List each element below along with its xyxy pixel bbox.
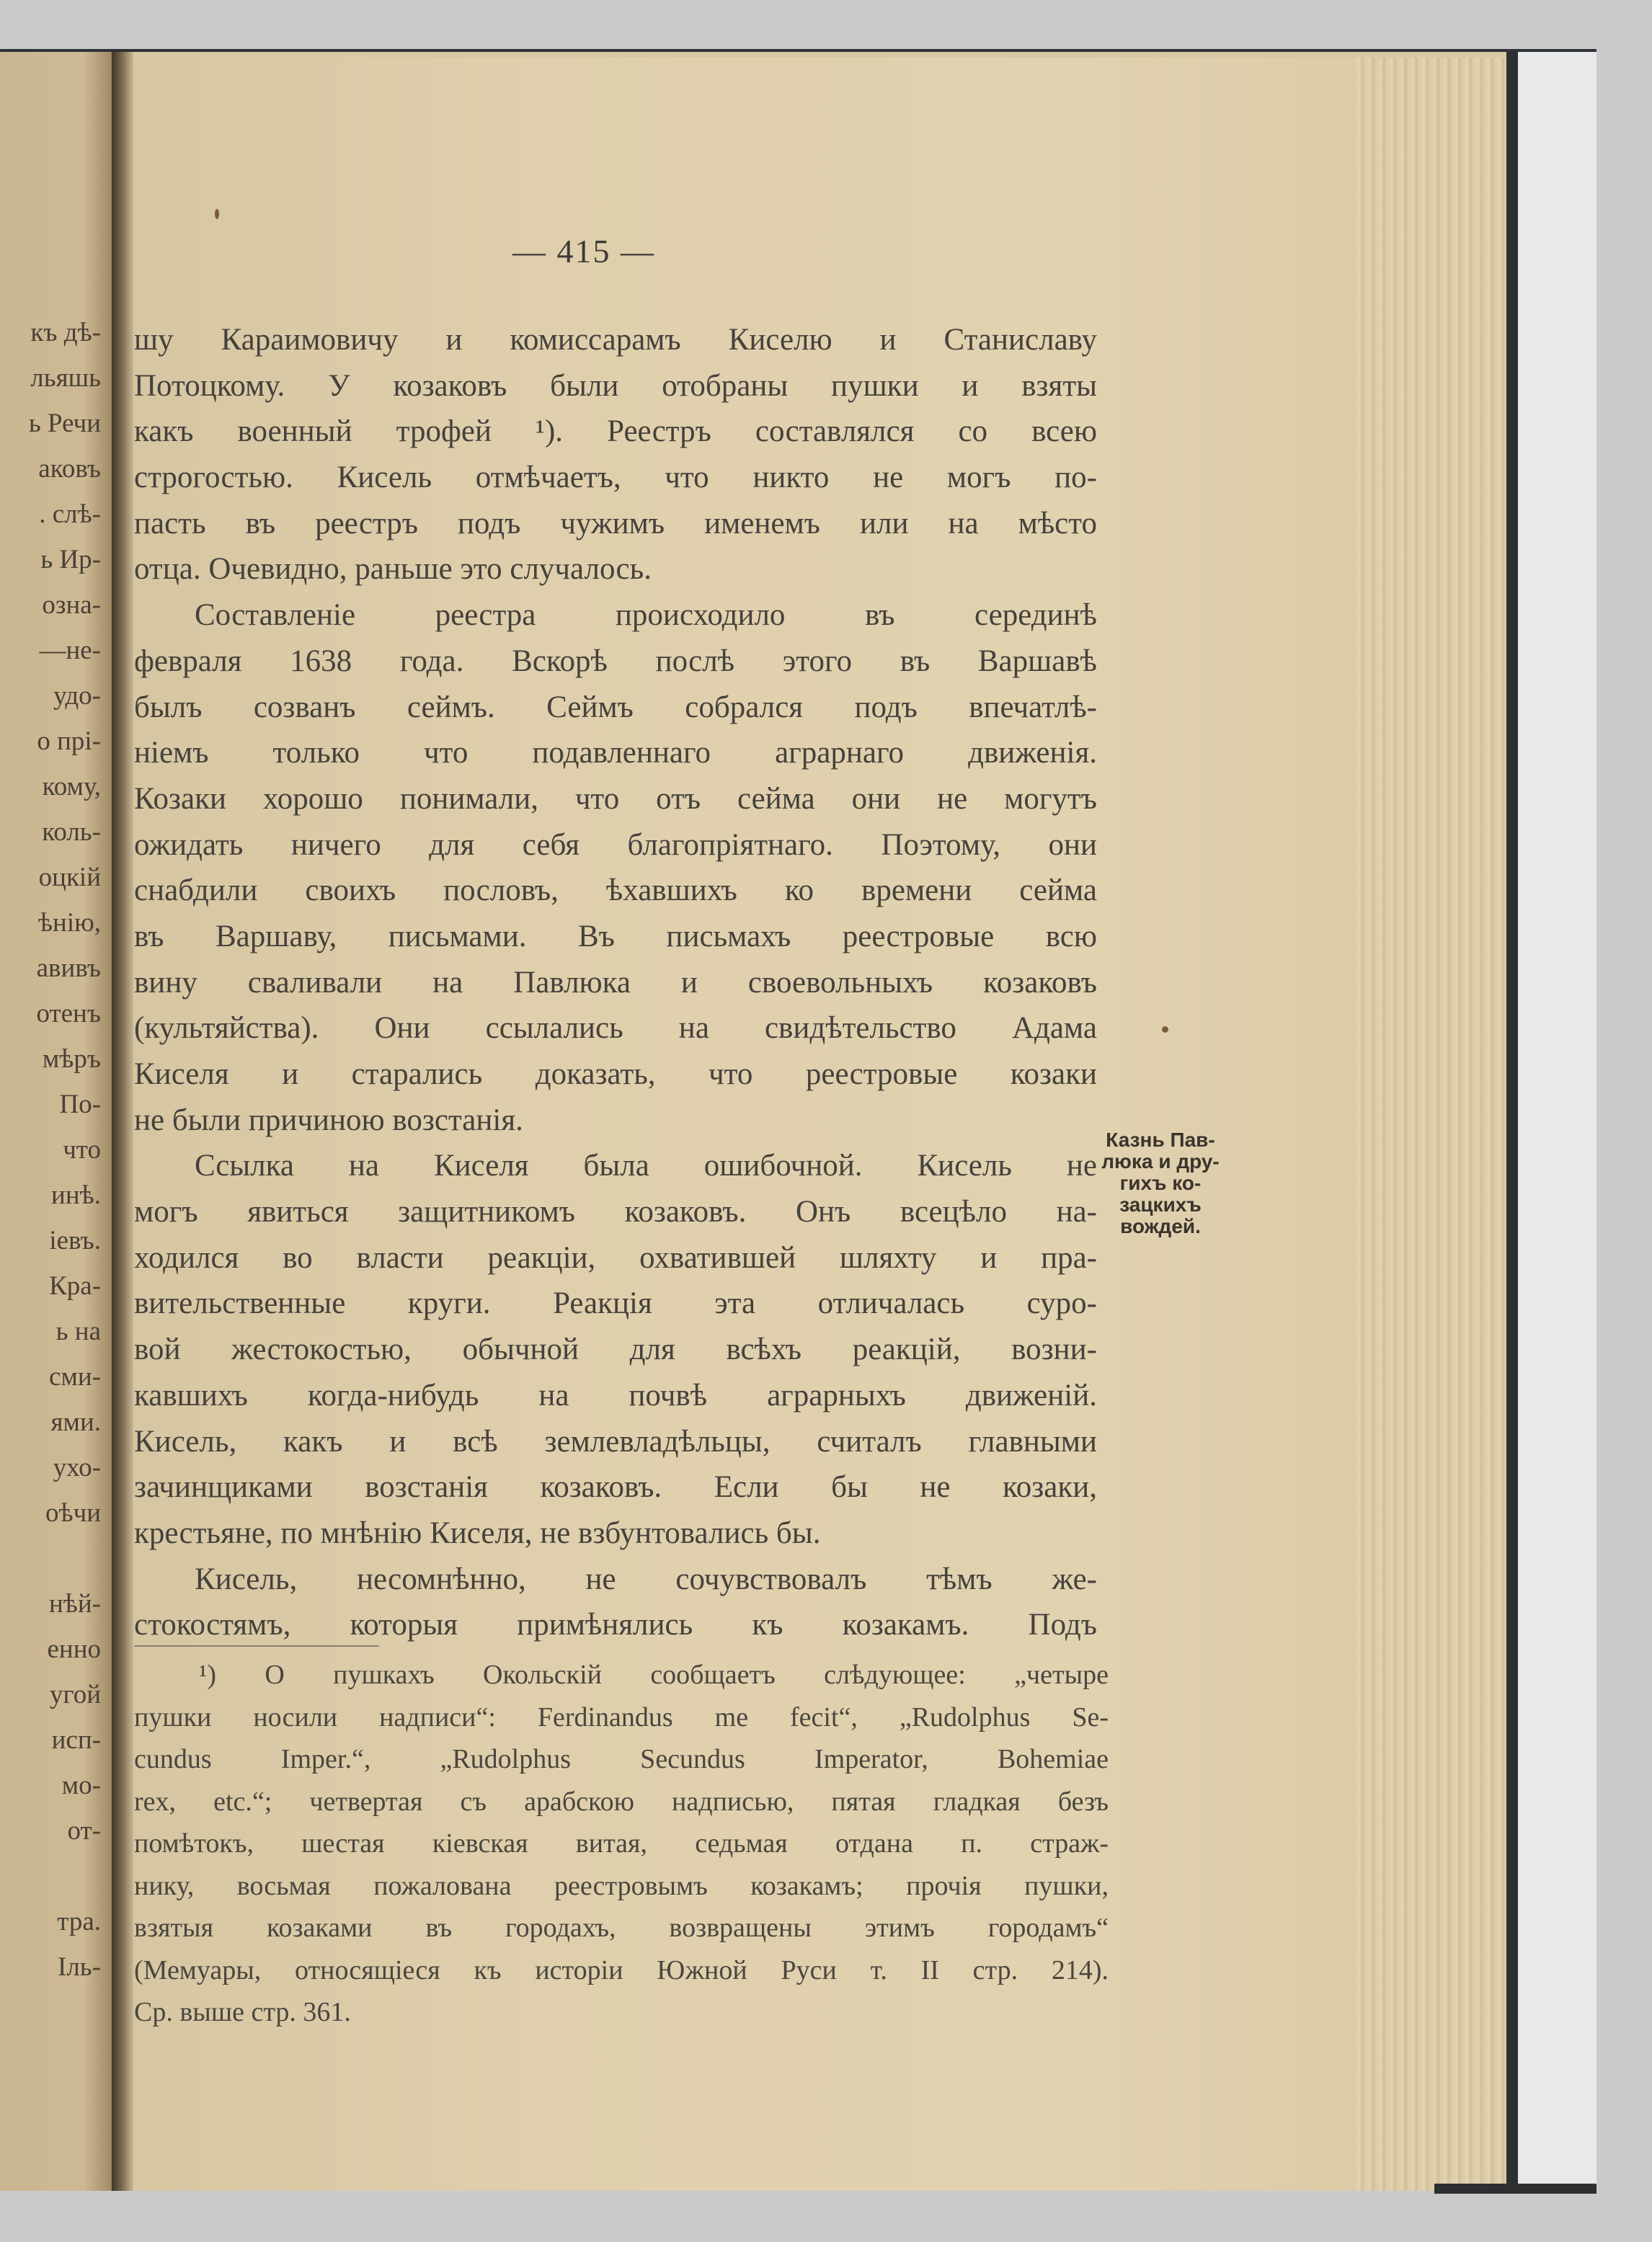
left-fragment-line: оѣчи xyxy=(45,1498,101,1528)
left-fragment-line: къ дѣ- xyxy=(30,318,101,347)
footnote-line: (Мемуары, относящіеся къ исторіи Южной Руси т. II стр. 214). xyxy=(134,1954,1109,1985)
body-line: стокостямъ, которыя примѣнялись къ козакамъ. Подъ xyxy=(134,1608,1097,1642)
left-fragment-line: Іль- xyxy=(58,1952,101,1982)
left-fragment-line: Кра- xyxy=(49,1271,101,1301)
body-line: въ Варшаву, письмами. Въ письмахъ реестровые всю xyxy=(134,919,1097,953)
ink-speck xyxy=(215,209,219,219)
left-fragment-line: о прі- xyxy=(37,726,101,756)
footnote-line: cundus Imper.“, „Rudolphus Secundus Imperator, Bohemiae xyxy=(134,1744,1109,1774)
body-line: былъ созванъ сеймъ. Сеймъ собрался подъ впечатлѣ- xyxy=(134,690,1097,724)
left-fragment-line: сми- xyxy=(49,1362,101,1392)
left-fragment-line: оцкій xyxy=(38,863,101,892)
left-fragment-line: озна- xyxy=(42,590,101,620)
left-fragment-line: льяшь xyxy=(30,363,101,393)
body-line: вой жестокостью, обычной для всѣхъ реакцій, возни- xyxy=(134,1333,1097,1367)
body-line: ніемъ только что подавленнаго аграрнаго движенія. xyxy=(134,736,1097,770)
body-line: пасть въ реестръ подъ чужимъ именемъ или на мѣсто xyxy=(134,506,1097,541)
footnote-line: взятыя козаками въ городахъ, возвращены этимъ городамъ“ xyxy=(134,1913,1109,1943)
left-fragment-line: что xyxy=(63,1135,101,1165)
body-line: (культяйства). Они ссылались на свидѣтельство Адама xyxy=(134,1011,1097,1046)
left-fragment-line: мо- xyxy=(61,1771,101,1800)
body-line: кавшихъ когда-нибудь на почвѣ аграрныхъ движеній. xyxy=(134,1378,1097,1413)
body-line: ходился во власти реакціи, охватившей шляхту и пра- xyxy=(134,1240,1097,1275)
left-page-text-fragments xyxy=(0,310,101,1990)
body-line: строгостью. Кисель отмѣчаетъ, что никто не могъ по- xyxy=(134,461,1097,495)
left-fragment-line: аковъ xyxy=(38,454,101,484)
body-line: могъ явиться защитникомъ козаковъ. Онъ всецѣло на- xyxy=(134,1195,1097,1229)
scanner-edge-bottom xyxy=(1434,2184,1597,2194)
left-fragment-line: исп- xyxy=(51,1725,101,1755)
left-fragment-line: . слѣ- xyxy=(39,499,101,529)
left-fragment-line: енно xyxy=(47,1634,101,1664)
left-fragment-line: инѣ. xyxy=(51,1180,101,1210)
left-fragment-line: тра. xyxy=(57,1907,101,1936)
footnote-rule xyxy=(134,1645,379,1647)
footnote-line: Ср. выше стр. 361. xyxy=(134,1997,351,2027)
ink-speck xyxy=(1162,1026,1168,1033)
left-fragment-line xyxy=(0,1536,101,1581)
left-fragment-line: ь на xyxy=(55,1317,101,1346)
margin-note-line: Казнь Пав- xyxy=(1106,1129,1215,1151)
left-fragment-line: отенъ xyxy=(36,999,101,1028)
body-line: зачинщиками возстанія козаковъ. Если бы не козаки, xyxy=(134,1470,1097,1505)
body-line: снабдили своихъ пословъ, ѣхавшихъ ко времени сейма xyxy=(134,873,1097,908)
left-fragment-line xyxy=(0,1854,101,1899)
body-line: Ссылка на Киселя была ошибочной. Кисель не xyxy=(195,1149,1097,1183)
footnote-line: помѣтокъ, шестая кіевская витая, седьмая отдана п. страж- xyxy=(134,1828,1109,1859)
body-line: отца. Очевидно, раньше это случалось. xyxy=(134,552,652,587)
left-fragment-line: кому, xyxy=(42,772,101,801)
body-line: ожидать ничего для себя благопріятнаго. Поэтому, они xyxy=(134,827,1097,862)
left-fragment-line: коль- xyxy=(42,817,101,847)
body-line: вину сваливали на Павлюка и своевольныхъ козаковъ xyxy=(134,965,1097,1000)
body-line: Козаки хорошо понимали, что отъ сейма они не могутъ xyxy=(134,781,1097,816)
page-number: — 415 — xyxy=(512,233,655,270)
left-fragment-line: от- xyxy=(67,1816,101,1846)
left-fragment-line: нѣй- xyxy=(48,1589,101,1619)
margin-note-line: вождей. xyxy=(1120,1215,1201,1237)
footnote-line: ¹) О пушкахъ Окольскій сообщаетъ слѣдующее: „четыре xyxy=(199,1660,1109,1690)
page-edges xyxy=(1355,58,1506,2191)
footnote-line: нику, восьмая пожалована реестровымъ козакамъ; прочія пушки, xyxy=(134,1870,1109,1901)
body-line: Составленіе реестра происходило въ серединѣ xyxy=(195,598,1097,633)
footnote-line: пушки носили надписи“: Ferdinandus me fecit“, „Rudolphus Se- xyxy=(134,1701,1109,1732)
margin-note-line: зацкихъ xyxy=(1119,1193,1202,1216)
left-fragment-line: ухо- xyxy=(53,1453,101,1482)
margin-note xyxy=(1096,1129,1225,1237)
body-line: не были причиною возстанія. xyxy=(134,1103,523,1137)
body-line: Потоцкому. У козаковъ были отобраны пушки и взяты xyxy=(134,368,1097,403)
left-fragment-line: ь Ир- xyxy=(40,545,101,574)
margin-note-line: люка и дру- xyxy=(1101,1150,1220,1173)
body-line: крестьяне, по мнѣнію Киселя, не взбунтовались бы. xyxy=(134,1516,821,1550)
body-line: Кисель, несомнѣнно, не сочувствовалъ тѣмъ же- xyxy=(195,1562,1097,1596)
margin-note-line: гихъ ко- xyxy=(1119,1172,1202,1194)
left-fragment-line: мѣръ xyxy=(42,1044,101,1074)
left-fragment-line: —не- xyxy=(39,636,101,665)
left-fragment-line: угой xyxy=(49,1680,101,1709)
body-line: вительственные круги. Реакція эта отличалась суро- xyxy=(134,1286,1097,1321)
left-fragment-line: авивъ xyxy=(36,953,101,983)
body-line: февраля 1638 года. Вскорѣ послѣ этого въ Варшавѣ xyxy=(134,644,1097,678)
left-fragment-line: іевъ. xyxy=(49,1226,101,1255)
left-fragment-line: ь Речи xyxy=(28,409,101,438)
footnotes xyxy=(134,1654,1109,2034)
body-line: Кисель, какъ и всѣ землевладѣльцы, считалъ главными xyxy=(134,1424,1097,1459)
left-fragment-line: ями. xyxy=(50,1407,101,1437)
body-line: какъ военный трофей ¹). Реестръ составлялся со всею xyxy=(134,414,1097,449)
left-fragment-line: По- xyxy=(59,1090,101,1119)
left-fragment-line: ѣнію, xyxy=(37,908,101,938)
left-fragment-line: удо- xyxy=(53,681,101,711)
scanner-edge-right xyxy=(1506,52,1518,2191)
body-line: Киселя и старались доказать, что реестровые козаки xyxy=(134,1057,1097,1091)
body-text xyxy=(134,317,1097,1648)
footnote-line: rex, etc.“; четвертая съ арабскою надписью, пятая гладкая безъ xyxy=(134,1786,1109,1817)
body-line: шу Караимовичу и комиссарамъ Киселю и Станиславу xyxy=(134,323,1097,357)
scanner-bed-right xyxy=(1506,52,1597,2191)
book-gutter xyxy=(112,52,133,2191)
